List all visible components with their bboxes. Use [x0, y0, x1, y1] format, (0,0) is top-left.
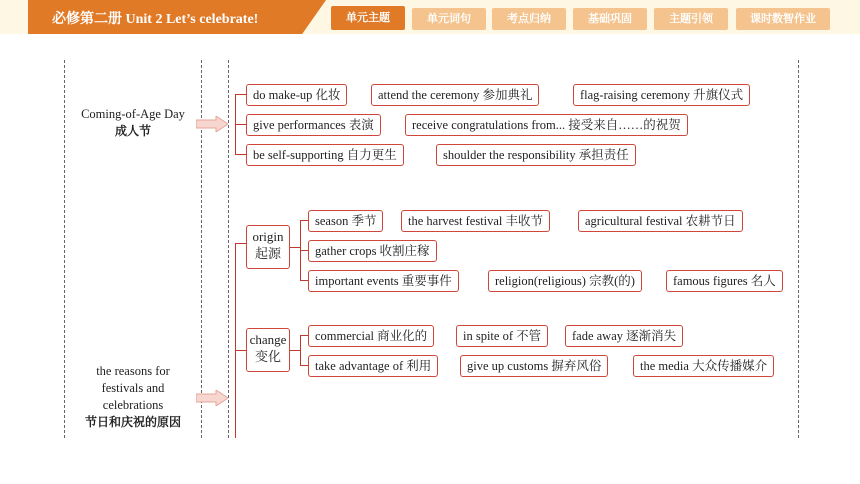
- change-en: change: [249, 332, 287, 347]
- reasons-label: [78, 363, 188, 431]
- phrase-box: agricultural festival 农耕节日: [578, 210, 743, 232]
- connector-line: [235, 350, 246, 351]
- arrow-right-icon: [196, 390, 228, 406]
- phrase-box: the media 大众传播媒介: [633, 355, 774, 377]
- connector-line: [290, 350, 300, 351]
- connector-line: [235, 243, 246, 244]
- dashed-divider-right: [798, 60, 799, 438]
- phrase-box: religion(religious) 宗教(的): [488, 270, 642, 292]
- phrase-box: attend the ceremony 参加典礼: [371, 84, 539, 106]
- phrase-box: give performances 表演: [246, 114, 381, 136]
- phrase-box: in spite of 不管: [456, 325, 548, 347]
- reasons-en: the reasons for festivals and celebrations: [96, 364, 170, 412]
- change-node: [246, 328, 290, 372]
- connector-line: [290, 247, 300, 248]
- dashed-divider-inner: [228, 60, 229, 438]
- origin-zh: 起源: [254, 246, 281, 261]
- tab-key-points[interactable]: 考点归纳: [492, 8, 566, 30]
- coming-of-age-zh: 成人节: [114, 124, 151, 138]
- tab-unit-theme[interactable]: 单元主题: [331, 6, 405, 30]
- origin-en: origin: [252, 229, 284, 244]
- phrase-box: flag-raising ceremony 升旗仪式: [573, 84, 750, 106]
- phrase-box: take advantage of 利用: [308, 355, 438, 377]
- origin-node: [246, 225, 290, 269]
- dashed-divider-left: [64, 60, 65, 438]
- phrase-box: be self-supporting 自力更生: [246, 144, 404, 166]
- connector-line: [235, 124, 246, 125]
- phrase-box: the harvest festival 丰收节: [401, 210, 550, 232]
- change-zh: 变化: [254, 349, 281, 364]
- phrase-box: do make-up 化妆: [246, 84, 347, 106]
- connector-line: [300, 280, 308, 281]
- tab-theme-guide[interactable]: 主题引领: [654, 8, 728, 30]
- connector-line: [300, 365, 308, 366]
- phrase-box: gather crops 收割庄稼: [308, 240, 437, 262]
- connector-line: [235, 94, 246, 95]
- connector-line: [300, 250, 308, 251]
- phrase-box: give up customs 摒弃风俗: [460, 355, 608, 377]
- connector-line: [235, 154, 246, 155]
- phrase-box: important events 重要事件: [308, 270, 459, 292]
- phrase-box: receive congratulations from... 接受来自……的祝贺: [405, 114, 688, 136]
- connector-line: [235, 243, 236, 438]
- reasons-zh: 节日和庆祝的原因: [84, 415, 181, 429]
- arrow-right-icon: [196, 116, 228, 132]
- coming-of-age-label: [66, 106, 200, 140]
- phrase-box: commercial 商业化的: [308, 325, 434, 347]
- phrase-box: famous figures 名人: [666, 270, 783, 292]
- connector-line: [300, 335, 308, 336]
- phrase-box: fade away 逐渐消失: [565, 325, 683, 347]
- phrase-box: shoulder the responsibility 承担责任: [436, 144, 636, 166]
- tab-unit-vocabulary[interactable]: 单元词句: [412, 8, 486, 30]
- tab-basic-practice[interactable]: 基础巩固: [573, 8, 647, 30]
- coming-of-age-en: Coming-of-Age Day: [81, 107, 185, 121]
- phrase-box: season 季节: [308, 210, 383, 232]
- unit-title: 必修第二册 Unit 2 Let’s celebrate!: [52, 12, 259, 27]
- connector-line: [300, 335, 301, 365]
- connector-line: [300, 220, 308, 221]
- tab-homework[interactable]: 课时数智作业: [736, 8, 830, 30]
